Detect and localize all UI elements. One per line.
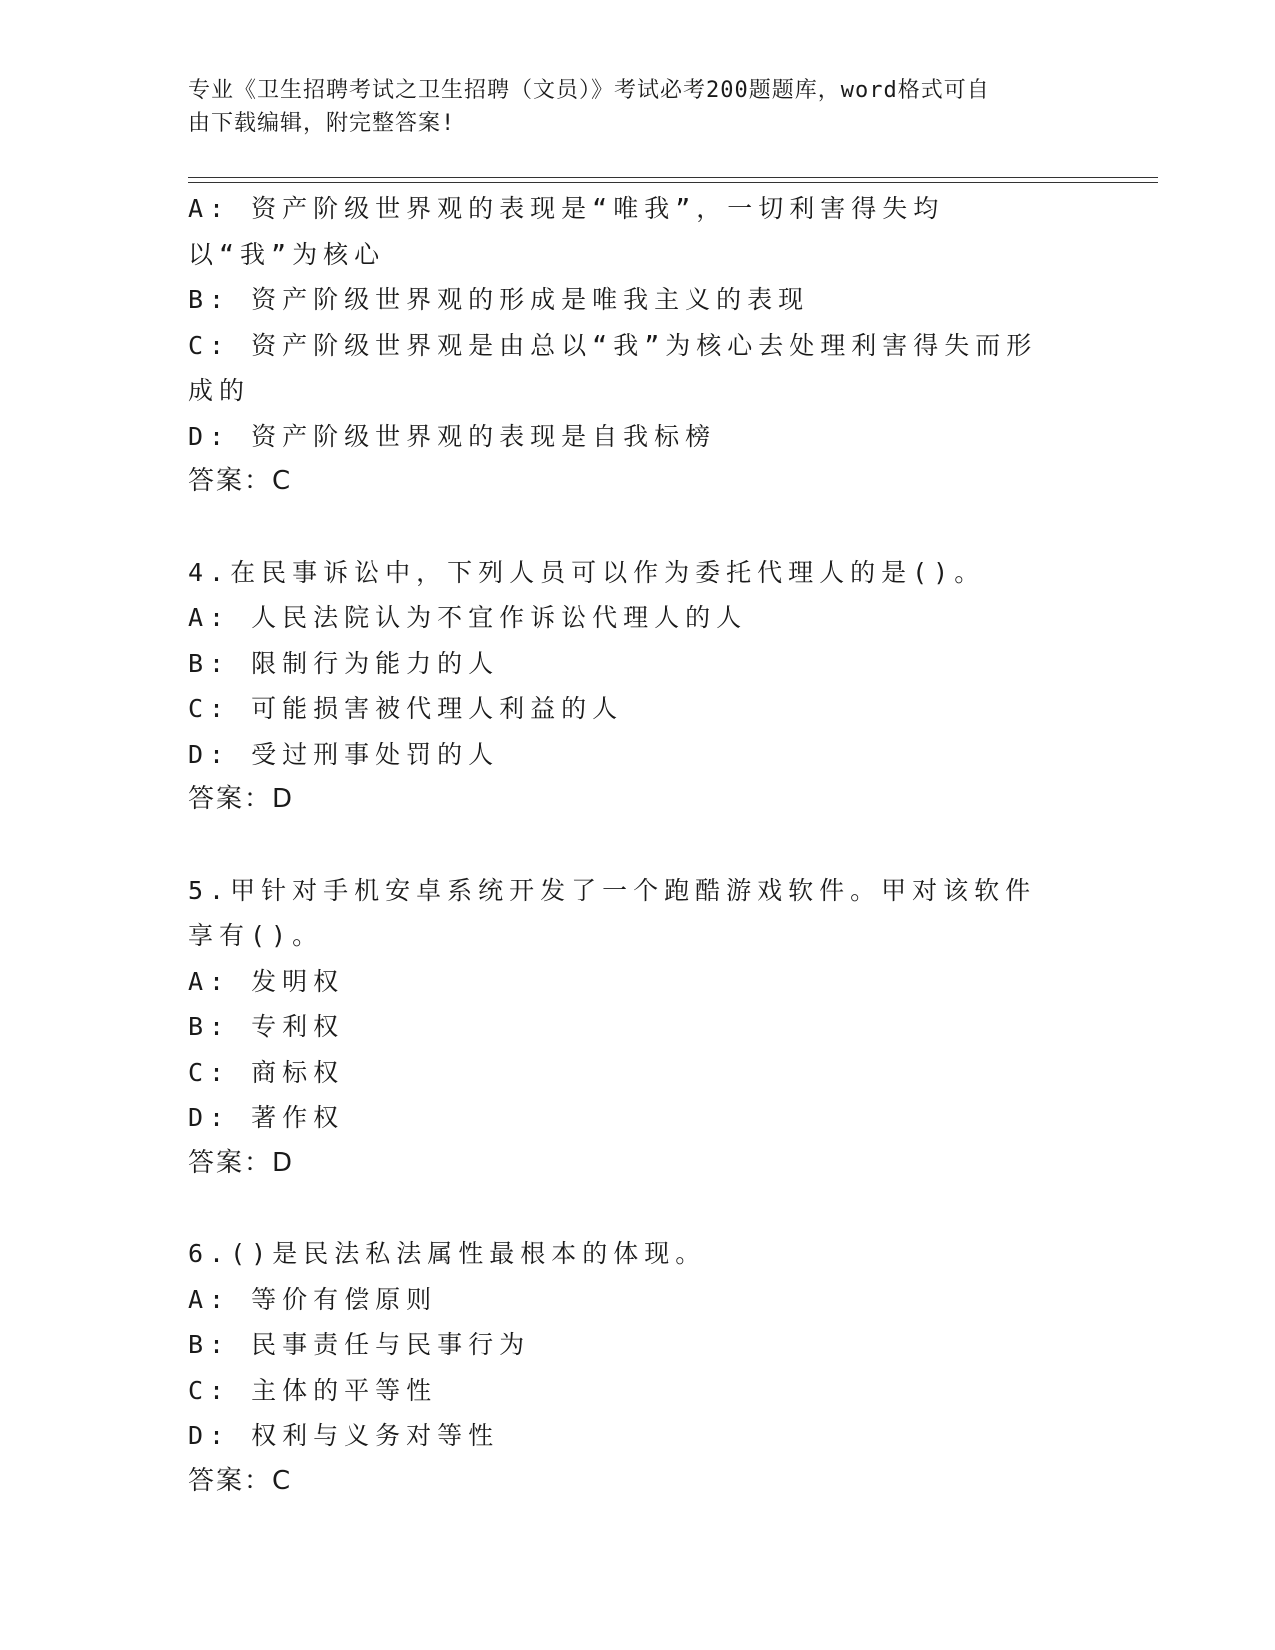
question-stem: 5.甲针对手机安卓系统开发了一个跑酷游戏软件。甲对该软件享有()。	[188, 875, 1037, 950]
answer-label: 答案：D	[188, 1147, 295, 1178]
option-b: B: 专利权	[188, 1012, 345, 1041]
header-title-line-2: 由下载编辑，附完整答案!	[188, 111, 456, 136]
question-6	[188, 1231, 1048, 1504]
option-d: D: 著作权	[188, 1103, 345, 1132]
question-5	[188, 868, 1048, 1187]
answer-label: 答案：C	[188, 1465, 293, 1496]
header-divider	[188, 177, 1158, 183]
spacer	[188, 1186, 1088, 1231]
option-c: C: 资产阶级世界观是由总以“我”为核心去处理利害得失而形成的	[188, 330, 1038, 405]
option-d: D: 权利与义务对等性	[188, 1421, 500, 1450]
option-a: A: 资产阶级世界观的表现是“唯我”，一切利害得失均以“我”为核心	[188, 194, 945, 269]
answer-label: 答案：D	[188, 784, 295, 814]
question-list	[188, 186, 1088, 1504]
spacer	[188, 823, 1088, 868]
option-b: B: 民事责任与民事行为	[188, 1330, 531, 1359]
question-4	[188, 550, 1048, 823]
option-b: B: 限制行为能力的人	[188, 648, 500, 678]
option-a: A: 人民法院认为不宜作诉讼代理人的人	[188, 603, 748, 632]
option-c: C: 主体的平等性	[188, 1375, 438, 1405]
option-a: A: 等价有偿原则	[188, 1284, 438, 1314]
document-header	[188, 74, 1068, 140]
question-stem: 4.在民事诉讼中，下列人员可以作为委托代理人的是()。	[188, 557, 986, 587]
question-3	[188, 186, 1048, 505]
header-title-line-1: 专业《卫生招聘考试之卫生招聘（文员）》考试必考200题题库，word格式可自	[188, 78, 990, 103]
option-c: C: 可能损害被代理人利益的人	[188, 694, 624, 723]
answer-label: 答案：C	[188, 466, 293, 496]
option-d: D: 资产阶级世界观的表现是自我标榜	[188, 421, 717, 451]
option-b: B: 资产阶级世界观的形成是唯我主义的表现	[188, 285, 810, 314]
spacer	[188, 505, 1088, 550]
option-a: A: 发明权	[188, 966, 345, 996]
option-c: C: 商标权	[188, 1057, 345, 1087]
question-stem: 6.()是民法私法属性最根本的体现。	[188, 1239, 707, 1268]
option-d: D: 受过刑事处罚的人	[188, 739, 500, 769]
